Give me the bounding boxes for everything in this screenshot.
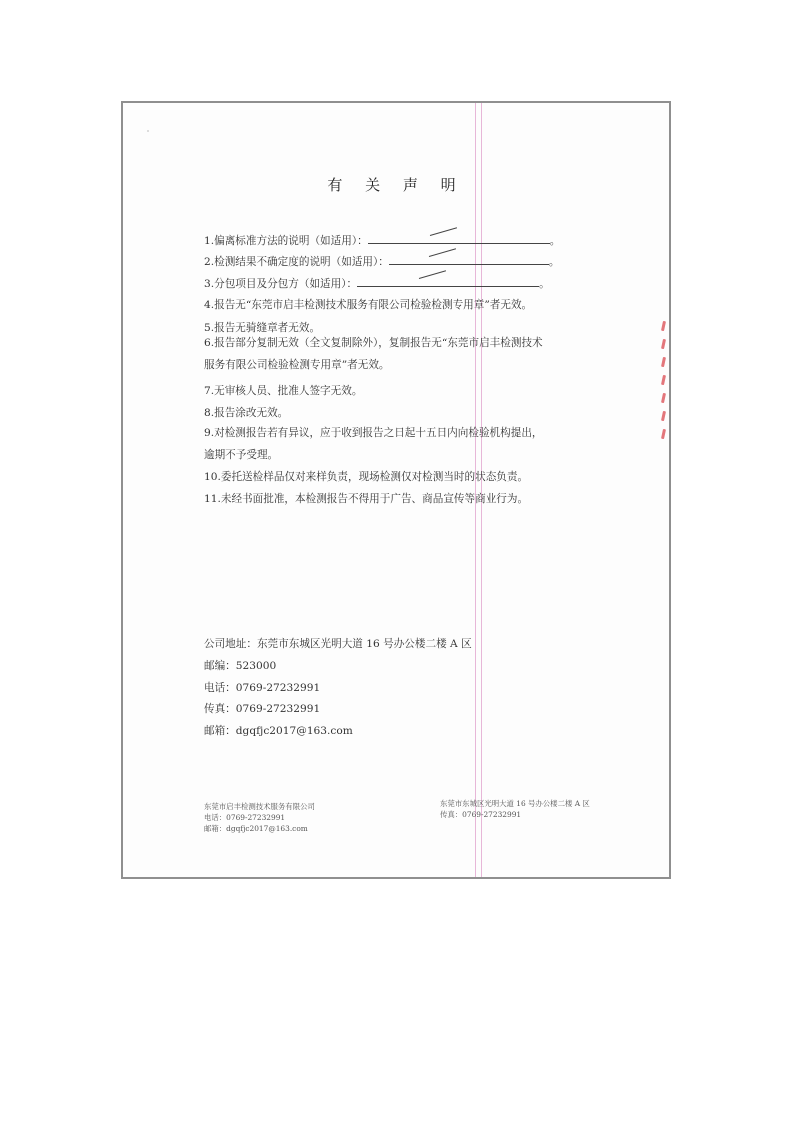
clause-1	[204, 233, 560, 248]
clause-2	[204, 254, 560, 269]
company-address: 公司地址：东莞市东城区光明大道 16 号办公楼二楼 A 区	[204, 638, 472, 650]
clause-4: 4.报告无“东莞市启丰检测技术服务有限公司检验检测专用章”者无效。	[204, 299, 533, 311]
phone: 电话：0769-27232991	[204, 682, 321, 694]
clause-11: 11.未经书面批准，本检测报告不得用于广告、商品宣传等商业行为。	[204, 493, 529, 505]
scan-speck	[147, 130, 149, 132]
clause-3-label: 3.分包项目及分包方（如适用）：	[204, 278, 358, 290]
clause-3-end: 。	[539, 278, 550, 290]
clause-10: 10.委托送检样品仅对来样负责，现场检测仅对检测当时的状态负责。	[204, 471, 529, 483]
footer-left	[204, 801, 315, 834]
footer-company: 东莞市启丰检测技术服务有限公司	[204, 802, 315, 811]
page-title: 有 关 声 明	[327, 176, 465, 194]
clause-3	[204, 276, 550, 291]
clause-1-label: 1.偏离标准方法的说明（如适用）：	[204, 235, 368, 247]
clause-1-end: 。	[549, 235, 561, 247]
postcode: 邮编：523000	[204, 660, 277, 672]
strike-mark	[429, 248, 456, 257]
footer-right	[440, 798, 590, 820]
clause-7: 7.无审核人员、批准人签字无效。	[204, 385, 363, 397]
clause-9: 9.对检测报告若有异议，应于收到报告之日起十五日内向检验机构提出，逾期不予受理。	[204, 427, 543, 461]
clause-2-label: 2.检测结果不确定度的说明（如适用）：	[204, 256, 389, 268]
binding-line	[475, 103, 476, 877]
clause-8: 8.报告涂改无效。	[204, 407, 289, 419]
fax: 传真：0769-27232991	[204, 703, 321, 715]
clause-5: 5.报告无骑缝章者无效。	[204, 322, 321, 334]
footer-fax: 传真：0769-27232991	[440, 810, 522, 819]
email: 邮箱：dgqfjc2017@163.com	[204, 725, 353, 737]
perforation-seal-mark	[657, 321, 669, 439]
fill-blank	[357, 276, 539, 287]
fill-blank	[368, 233, 550, 244]
clause-2-end: 。	[548, 256, 560, 268]
fill-blank	[389, 254, 549, 265]
strike-mark	[430, 227, 457, 236]
clause-6: 6.报告部分复制无效（全文复制除外），复制报告无“东莞市启丰检测技术服务有限公司检验检测专用章”者无效。	[204, 337, 543, 371]
document-page	[121, 101, 671, 879]
strike-mark	[419, 270, 446, 279]
footer-email: 邮箱：dgqfjc2017@163.com	[204, 824, 308, 833]
binding-line	[481, 103, 482, 877]
footer-phone: 电话：0769-27232991	[204, 813, 286, 822]
footer-address: 东莞市东城区光明大道 16 号办公楼二楼 A 区	[440, 799, 590, 808]
